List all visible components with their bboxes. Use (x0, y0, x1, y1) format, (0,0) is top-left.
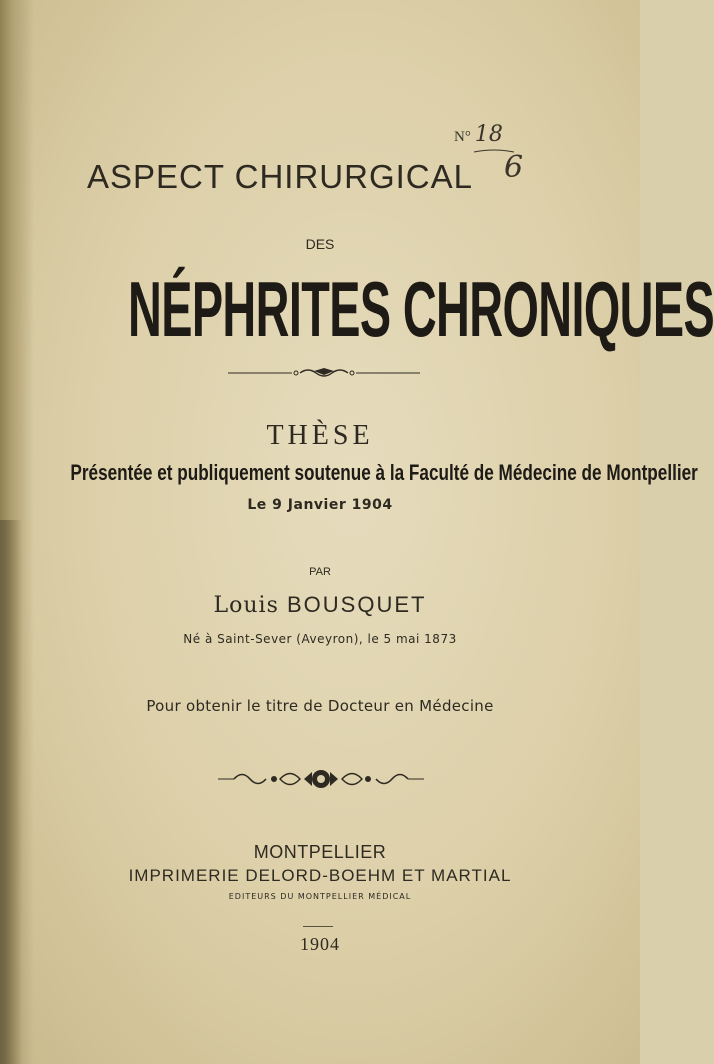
title-line-2: DES (305, 236, 335, 252)
divider (303, 926, 333, 927)
degree-line: Pour obtenir le titre de Docteur en Médecine (146, 697, 494, 715)
title-line-1: ASPECT CHIRURGICAL (87, 158, 473, 195)
these-heading: THÈSE (266, 420, 374, 451)
publication-year: 1904 (300, 934, 340, 954)
author-name (0, 592, 640, 618)
author-first-name: Louis (213, 593, 279, 618)
ornament-fleuron-icon (218, 766, 424, 792)
publisher-subtitle: EDITEURS DU MONTPELLIER MÉDICAL (228, 892, 412, 901)
author-birth: Né à Saint-Sever (Aveyron), le 5 mai 1873 (183, 632, 457, 646)
presentation-line: Présentée et publiquement soutenue à la Faculté de Médecine de Montpellier (70, 460, 698, 485)
publisher-name: IMPRIMERIE DELORD-BOEHM ET MARTIAL (128, 866, 512, 885)
defense-date: Le 9 Janvier 1904 (247, 497, 393, 513)
by-label: PAR (309, 566, 331, 578)
catalog-number-handwritten: 18 (474, 122, 503, 147)
ornament-rule-icon (228, 366, 420, 380)
catalog-number (454, 122, 503, 147)
author-last-name: BOUSQUET (287, 592, 427, 617)
handwritten-mark: 6 (504, 150, 524, 185)
page-title: NÉPHRITES CHRONIQUES (128, 265, 714, 353)
catalog-number-label: N° (454, 129, 471, 145)
publisher-city: MONTPELLIER (253, 842, 387, 862)
